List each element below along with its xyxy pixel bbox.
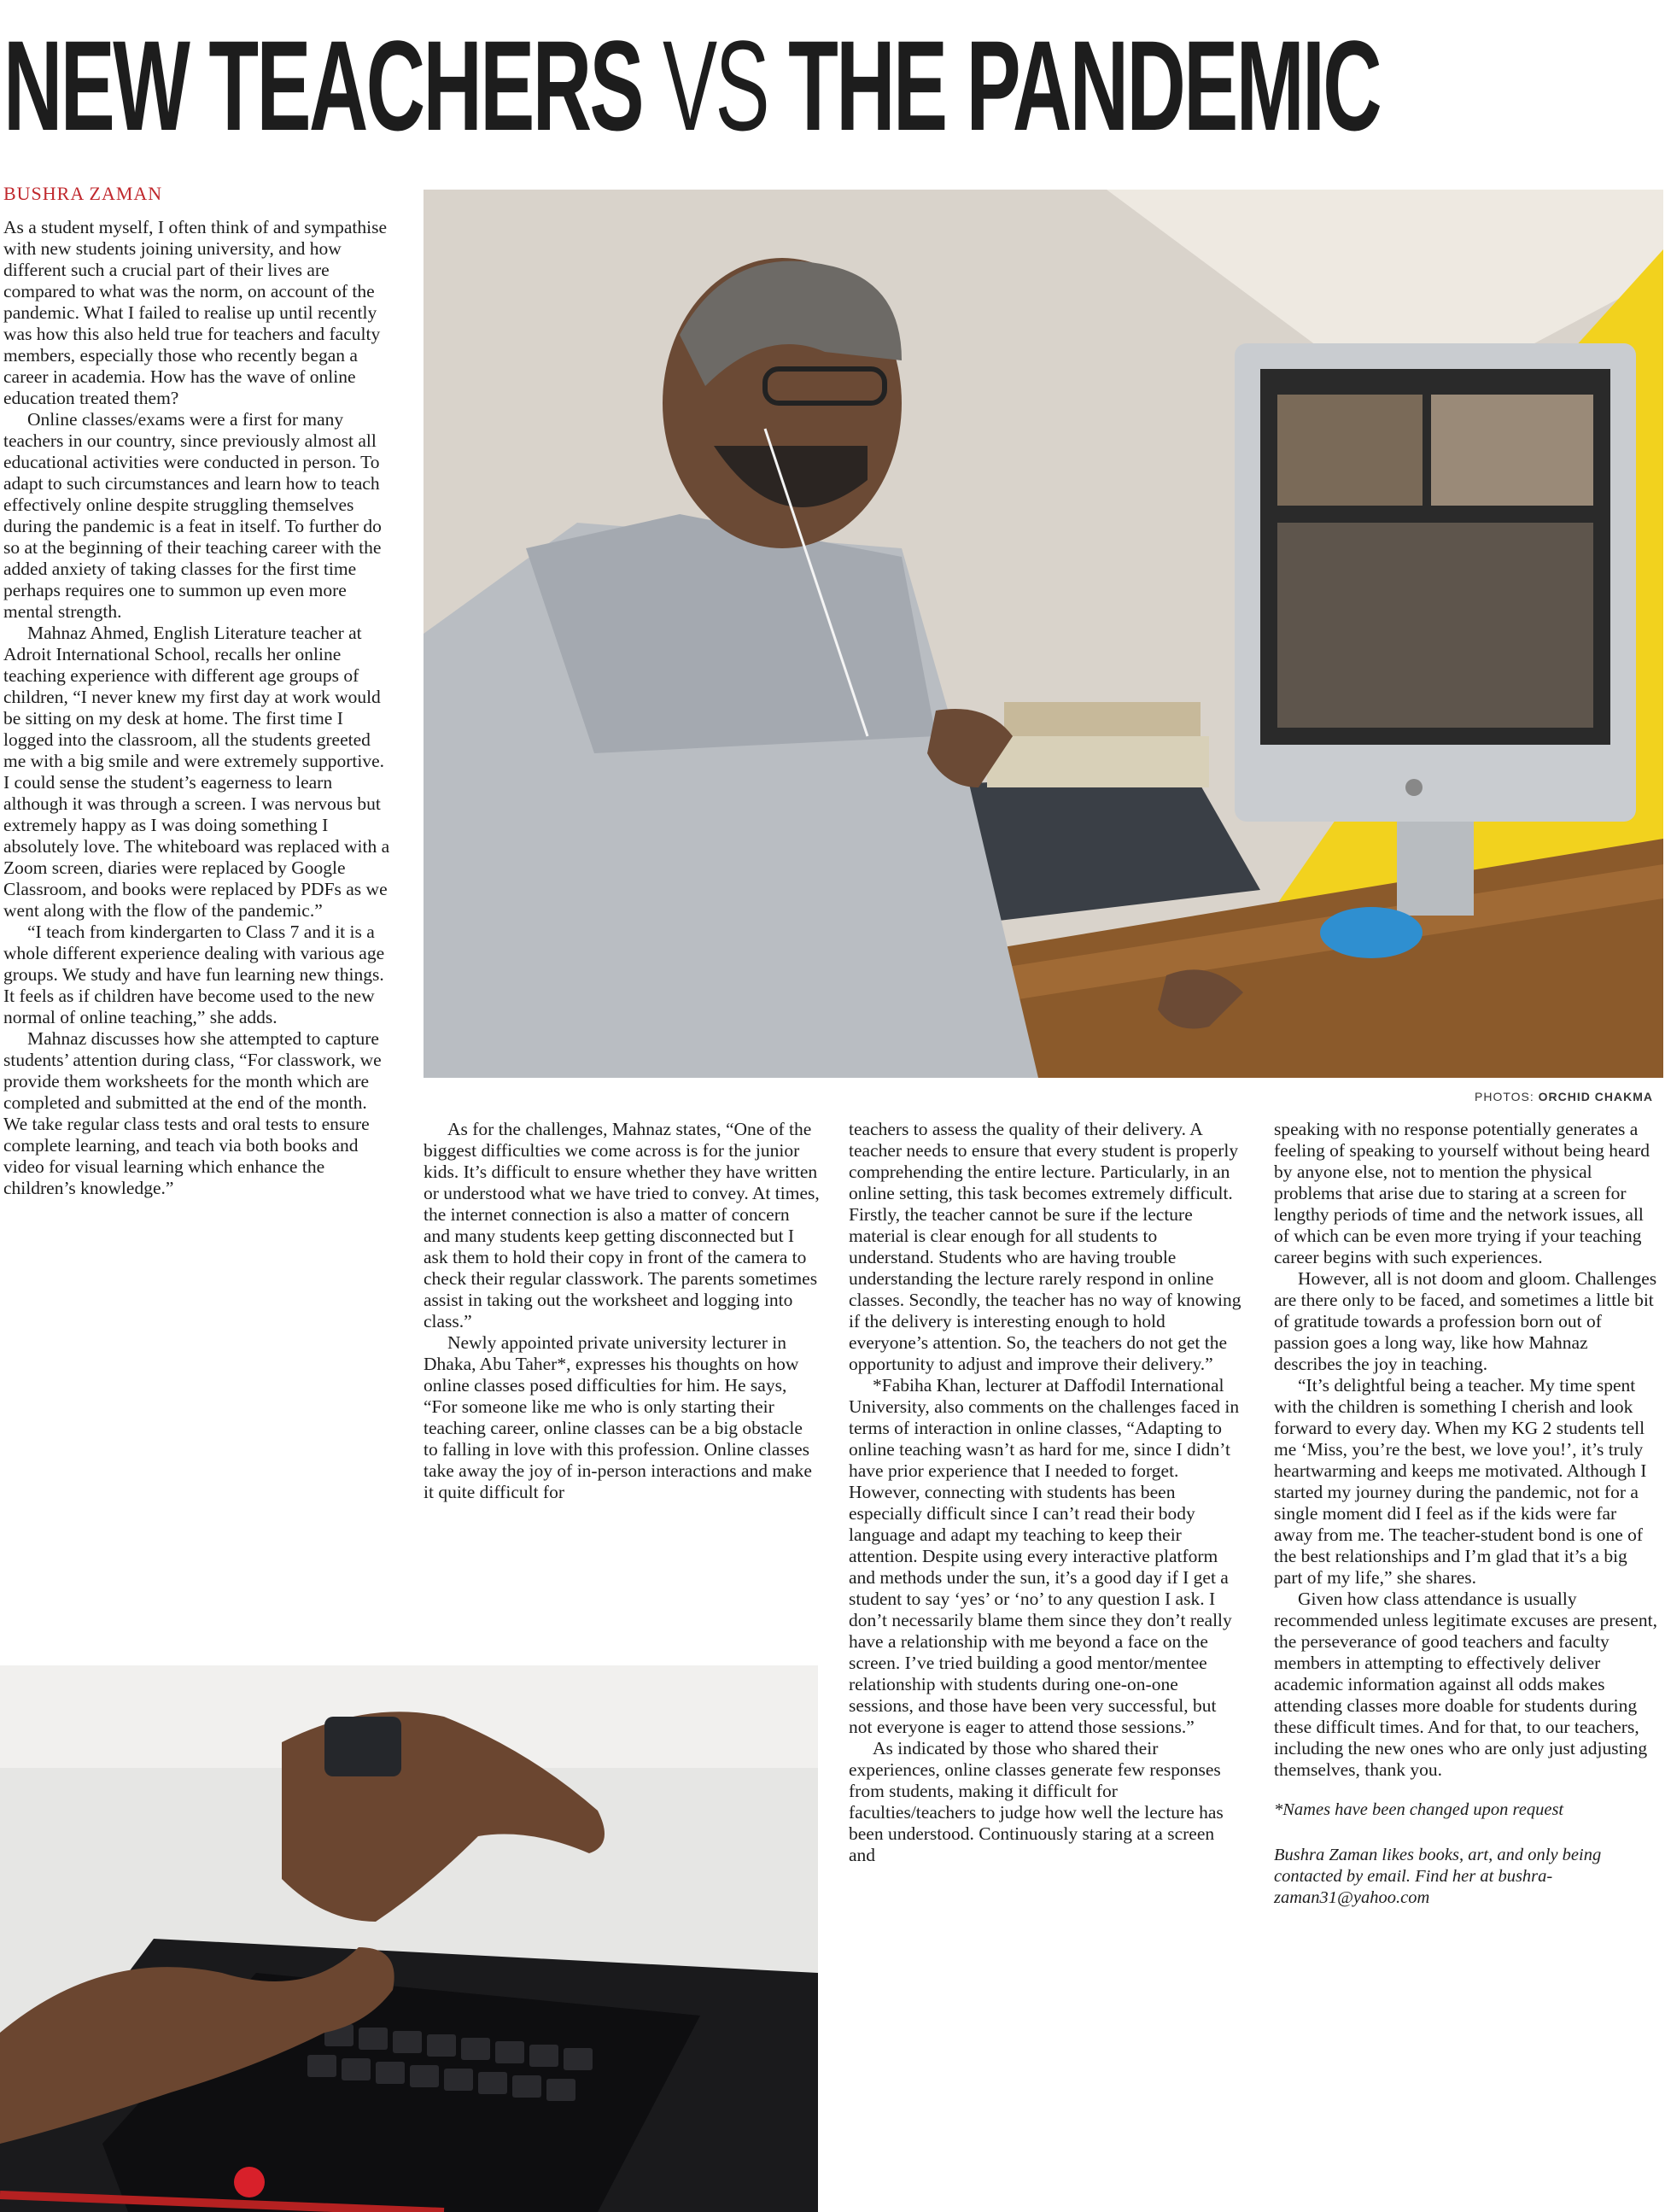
- paragraph: As indicated by those who shared their experiences, online classes generate few responses from students, making it difficult for faculties/teachers to judge how well the lecture has been understood. Continuously staring at a screen and: [849, 1738, 1224, 1865]
- paragraph: Newly appointed private university lecturer in Dhaka, Abu Taher*, expresses his thoughts on how online classes posed difficulties for him. He says, “For someone like me who is only starting their teaching career, online classes can be a big obstacle to falling in love with this profession. Online classes take away the joy of in-person interactions and make it quite difficult for: [424, 1332, 812, 1502]
- laptop-typing-photo: [0, 1665, 818, 2212]
- names-changed-note: *Names have been changed upon request: [1274, 1800, 1564, 1819]
- paragraph: teachers to assess the quality of their delivery. A teacher needs to ensure that every student is properly comprehending the entire lecture. Particularly, in an online setting, this task becomes extremely difficult. Firstly, the teacher cannot be sure if the lecture material is clear enough for all students to understand. Students who are having trouble understanding the lecture rarely respond in online classes. Secondly, the teacher has no way of knowing if the delivery is interesting enough to hold everyone’s attention. So, the teachers do not get the opportunity to adjust and improve their delivery.”: [849, 1119, 1241, 1374]
- paragraph: Online classes/exams were a first for many teachers in our country, since previously almost all educational activities were conducted in person. To adapt to such circumstances and learn how to teach effectively online despite struggling themselves during the pandemic is a feat in itself. To further do so at the beginning of their teaching career with the added anxiety of taking classes for the first time perhaps requires one to summon up even more mental strength.: [3, 409, 382, 622]
- headline: [3, 14, 1381, 157]
- paragraph: speaking with no response potentially generates a feeling of speaking to yourself without being heard by anyone else, not to mention the physical problems that arise due to staring at a screen for lengthy periods of time and the network issues, all of which can be even more trying if your teaching career begins with such experiences.: [1274, 1119, 1650, 1267]
- paragraph: *Fabiha Khan, lecturer at Daffodil International University, also comments on the challenges faced in terms of interaction in online classes, “Adapting to online teaching wasn’t as hard for me, since I didn’t have prior experience that I needed to forget. However, connecting with students has been especially difficult since I can’t read their body language and adapt my teaching to keep their attention. Despite using every interactive platform and methods under the sun, it’s a good day if I get a student to say ‘yes’ or ‘no’ to any question I ask. I don’t necessarily blame them since they don’t really have a relationship with me beyond a face on the screen. I’ve tried building a good mentor/mentee relationship with students during one-on-one sessions, and those have been very successful, but not everyone is eager to attend those sessions.”: [849, 1375, 1240, 1737]
- paragraph: “It’s delightful being a teacher. My time spent with the children is something I cherish and look forward to every day. When my KG 2 students tell me ‘Miss, you’re the best, we love you!’, it’s truly heartwarming and keeps me motivated. Although I started my journey during the pandemic, not for a single moment did I feel as if the kids were far away from me. The teacher-student bond is one of the best relationships and I’m glad that it’s a big part of my life,” she shares.: [1274, 1375, 1647, 1588]
- photo-credit: [1475, 1090, 1653, 1103]
- headline-part2: THE PANDEMIC: [788, 14, 1381, 157]
- paragraph: “I teach from kindergarten to Class 7 and it is a whole different experience dealing with various age groups. We study and have fun learning new things. It feels as if children have become used to the new normal of online teaching,” she adds.: [3, 922, 385, 1027]
- article-column-1: [3, 217, 391, 1199]
- photo-credit-name: ORCHID CHAKMA: [1538, 1090, 1653, 1103]
- paragraph: Mahnaz Ahmed, English Literature teacher at Adroit International School, recalls her online teaching experience with different age groups of children, “I never knew my first day at work would be sitting on my desk at home. The first time I logged into the classroom, all the students greeted me with a big smile and were extremely supportive. I could sense the student’s eagerness to learn although it was through a screen. I was nervous but extremely happy as I was doing something I absolutely love. The whiteboard was replaced with a Zoom screen, diaries were replaced by Google Classroom, and books were replaced by PDFs as we went along with the flow of the pandemic.”: [3, 623, 390, 921]
- headline-vs: VS: [663, 14, 768, 157]
- article-column-4: [1274, 1119, 1658, 1909]
- teacher-video-call-photo: [424, 190, 1663, 1078]
- paragraph: As for the challenges, Mahnaz states, “One of the biggest difficulties we come across is for the junior kids. It’s difficult to ensure whether they have written or understood what we have tried to convey. At times, the internet connection is also a matter of concern and many students keep getting disconnected but I ask them to hold their copy in front of the camera to check their regular classwork. The parents sometimes assist in taking out the worksheet and logging into class.”: [424, 1119, 820, 1331]
- paragraph: Given how class attendance is usually recommended unless legitimate excuses are present, the perseverance of good teachers and faculty members in attempting to effectively deliver academic information against all odds makes attending classes more doable for students during these difficult times. And for that, to our teachers, including the new ones who are only just adjusting themselves, thank you.: [1274, 1589, 1657, 1780]
- paragraph: Mahnaz discusses how she attempted to capture students’ attention during class, “For classwork, we provide them worksheets for the month which are completed and submitted at the end of the month. We take regular class tests and oral tests to ensure complete learning, and teach via both books and video for visual learning which enhance the children’s knowledge.”: [3, 1028, 382, 1198]
- paragraph: As a student myself, I often think of and sympathise with new students joining university, and how different such a crucial part of their lives are compared to what was the norm, on account of the pandemic. What I failed to realise up until recently was how this also held true for teachers and faculty members, especially those who recently began a career in academia. How has the wave of online education treated them?: [3, 217, 388, 408]
- paragraph: However, all is not doom and gloom. Challenges are there only to be faced, and sometimes a little bit of gratitude towards a profession born out of passion goes a long way, like how Mahnaz describes the joy in teaching.: [1274, 1268, 1657, 1374]
- headline-part1: NEW TEACHERS: [3, 14, 642, 157]
- photo-credit-label: PHOTOS:: [1475, 1090, 1534, 1103]
- article-column-3: [849, 1119, 1241, 1866]
- article-column-2: [424, 1119, 820, 1503]
- byline: BUSHRA ZAMAN: [3, 183, 163, 204]
- author-bio: Bushra Zaman likes books, art, and only being contacted by email. Find her at bushra-zaman31@yahoo.com: [1274, 1846, 1602, 1907]
